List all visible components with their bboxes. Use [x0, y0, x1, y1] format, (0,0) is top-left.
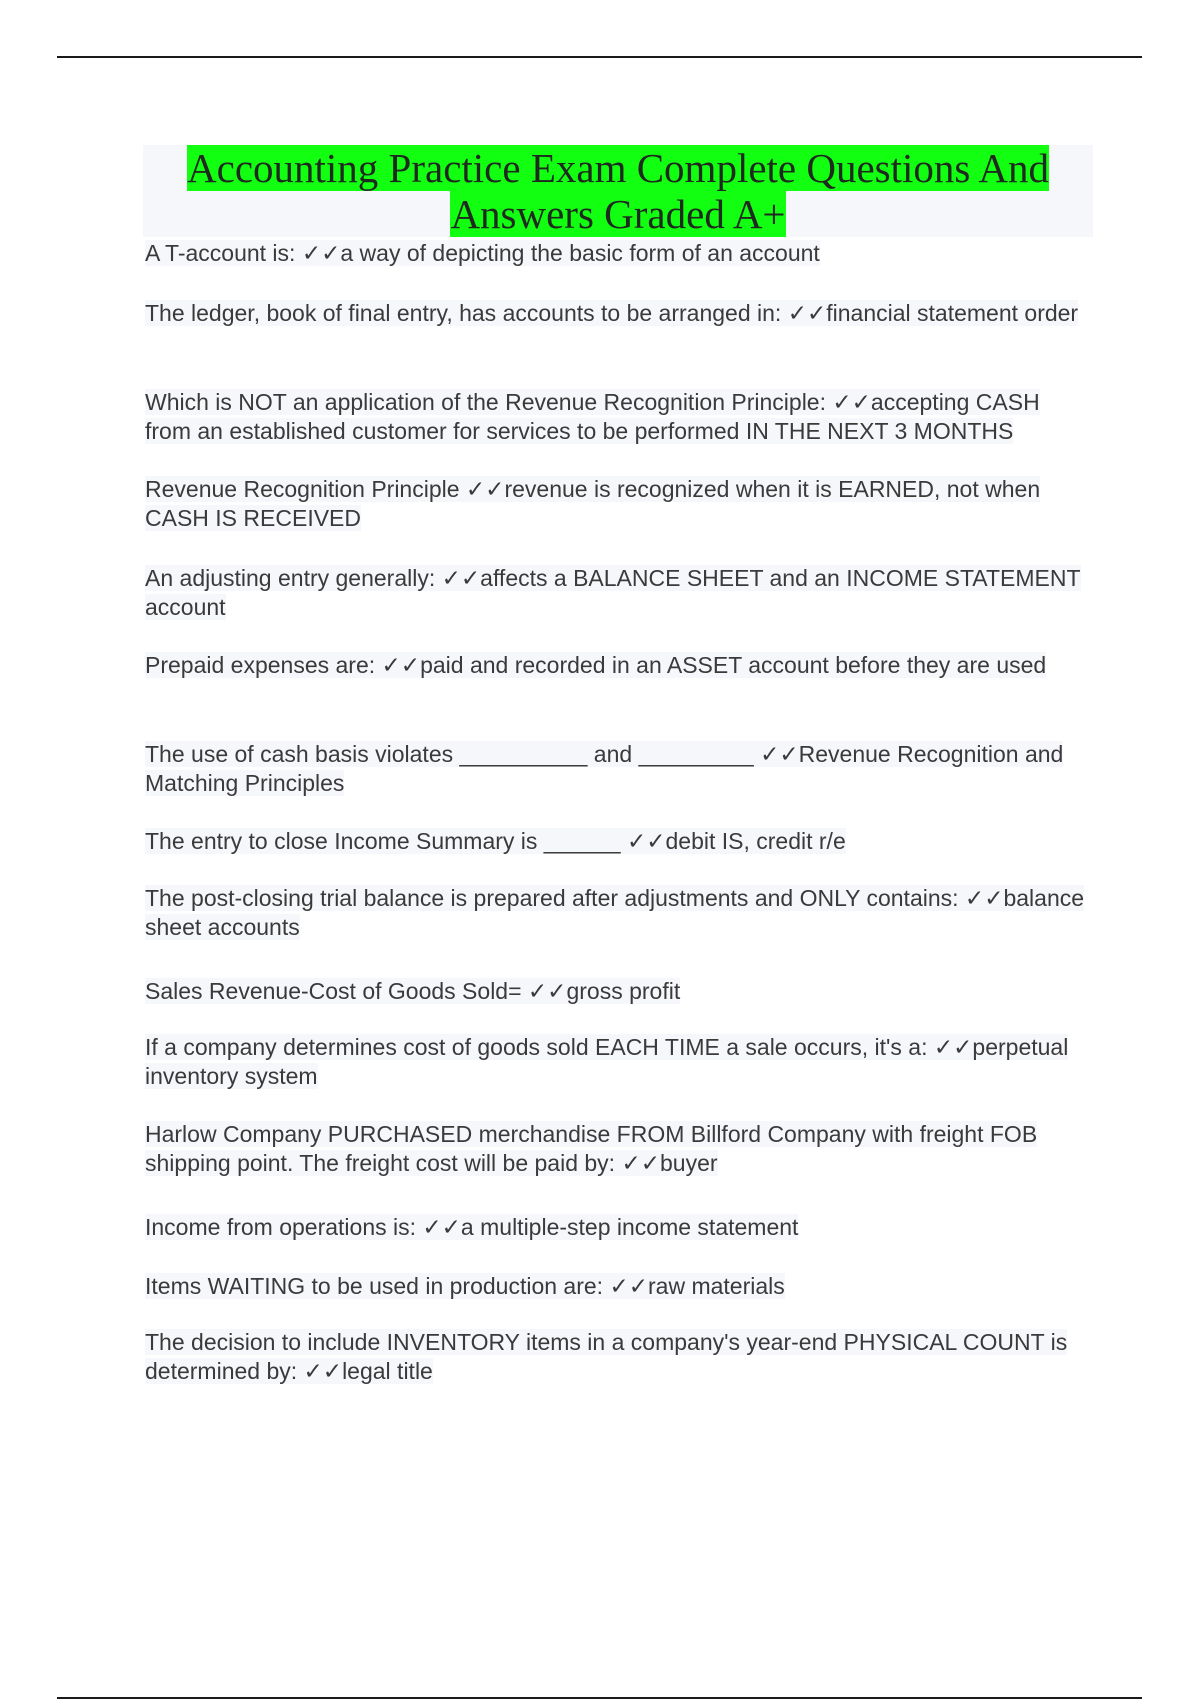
- qa-item: The post-closing trial balance is prepared after adjustments and ONLY contains: ✓✓balance sheet accounts: [145, 885, 1085, 940]
- qa-item: Items WAITING to be used in production are: ✓✓raw materials: [145, 1273, 785, 1299]
- qa-item: The decision to include INVENTORY items in a company's year-end PHYSICAL COUNT is determined by: ✓✓legal title: [145, 1329, 1068, 1384]
- qa-item: If a company determines cost of goods sold EACH TIME a sale occurs, it's a: ✓✓perpetual inventory system: [145, 1034, 1069, 1089]
- qa-item: The ledger, book of final entry, has accounts to be arranged in: ✓✓financial statement order: [145, 300, 1079, 326]
- document-title-line-2: Answers Graded A+: [450, 191, 786, 237]
- document-title-line-1: Accounting Practice Exam Complete Questions And: [187, 145, 1049, 191]
- bottom-rule: [57, 1697, 1142, 1699]
- qa-item: A T-account is: ✓✓a way of depicting the basic form of an account: [145, 240, 820, 266]
- qa-item: An adjusting entry generally: ✓✓affects a BALANCE SHEET and an INCOME STATEMENT account: [145, 565, 1081, 620]
- qa-item: Income from operations is: ✓✓a multiple-step income statement: [145, 1214, 799, 1240]
- document-title: [143, 145, 1093, 237]
- qa-item: Revenue Recognition Principle ✓✓revenue is recognized when it is EARNED, not when CASH IS RECEIVED: [145, 476, 1041, 531]
- qa-item: The entry to close Income Summary is ______ ✓✓debit IS, credit r/e: [145, 828, 846, 854]
- qa-item: The use of cash basis violates __________ and _________ ✓✓Revenue Recognition and Matching Principles: [145, 741, 1064, 796]
- title-block: [143, 145, 1093, 237]
- qa-item: Prepaid expenses are: ✓✓paid and recorded in an ASSET account before they are used: [145, 652, 1047, 678]
- top-rule: [57, 56, 1142, 58]
- qa-item: Sales Revenue-Cost of Goods Sold= ✓✓gross profit: [145, 978, 681, 1004]
- qa-item: Harlow Company PURCHASED merchandise FROM Billford Company with freight FOB shipping point. The freight cost will be paid by: ✓✓buyer: [145, 1121, 1038, 1176]
- qa-item: Which is NOT an application of the Revenue Recognition Principle: ✓✓accepting CASH from an established customer for services to be performed IN THE NEXT 3 MONTHS: [145, 389, 1040, 444]
